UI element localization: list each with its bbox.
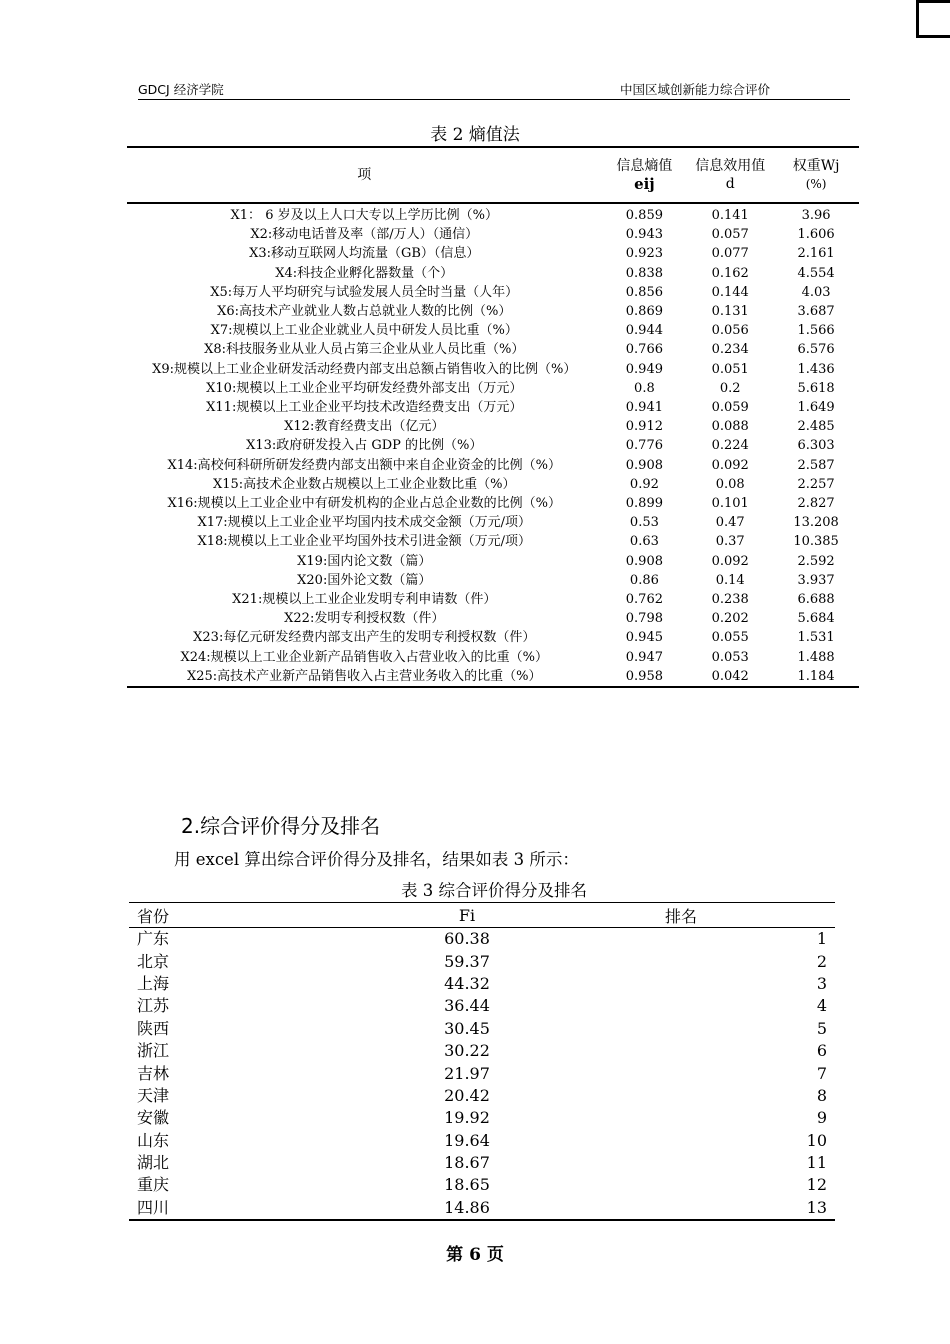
entropy-cell: 0.776 [625, 438, 663, 454]
utility-cell: 0.101 [711, 496, 749, 512]
indicator-cell: X21:规模以上工业企业发明专利申请数（件） [232, 592, 497, 608]
table-row [129, 950, 835, 972]
utility-cell: 0.051 [711, 361, 749, 377]
entropy-cell: 0.856 [625, 284, 663, 300]
province-cell: 北京 [137, 951, 170, 971]
indicator-cell: X9:规模以上工业企业研发活动经费内部支出总额占销售收入的比例（%） [152, 361, 577, 377]
table-row [127, 244, 859, 263]
entropy-cell: 0.869 [625, 304, 663, 320]
province-cell: 江苏 [137, 996, 170, 1016]
entropy-cell: 0.908 [625, 553, 663, 569]
corner-box [916, 0, 950, 38]
indicator-cell: X16:规模以上工业企业中有研发机构的企业占总企业数的比例（%） [167, 496, 561, 512]
province-cell: 吉林 [137, 1063, 170, 1083]
weight-cell: 5.618 [797, 380, 835, 396]
rank-cell: 9 [816, 1108, 827, 1128]
utility-cell: 0.131 [711, 304, 749, 320]
table-row [127, 203, 859, 225]
utility-cell: 0.141 [711, 208, 749, 223]
header-utility: 信息效用值 d [687, 147, 773, 203]
table-row [127, 456, 859, 475]
weight-cell: 1.488 [797, 649, 835, 665]
table-row [127, 302, 859, 321]
entropy-cell: 0.949 [625, 361, 663, 377]
table-row [127, 379, 859, 398]
utility-cell: 0.234 [711, 342, 749, 358]
table-row [129, 1085, 835, 1107]
entropy-cell: 0.798 [625, 611, 663, 627]
utility-cell: 0.08 [715, 476, 745, 492]
ranking-table-body [129, 928, 835, 1221]
utility-cell: 0.224 [711, 438, 749, 454]
entropy-cell: 0.923 [625, 246, 663, 262]
weight-cell: 1.436 [797, 361, 835, 377]
utility-cell: 0.042 [687, 667, 773, 687]
weight-cell: 1.606 [797, 227, 835, 243]
indicator-cell: X8:科技服务业从业人员占第三企业从业人员比重（%） [204, 342, 525, 358]
utility-cell: 0.238 [711, 592, 749, 608]
province-cell: 陕西 [137, 1018, 170, 1038]
header-left: GDCJ 经济学院 [138, 82, 224, 97]
entropy-cell: 0.63 [629, 534, 659, 550]
utility-cell: 0.056 [711, 323, 749, 339]
score-cell: 21.97 [444, 1063, 490, 1083]
weight-cell: 3.96 [801, 208, 831, 223]
table-row [127, 417, 859, 436]
province-cell: 浙江 [137, 1041, 170, 1061]
indicator-cell: X7:规模以上工业企业就业人员中研发人员比重（%） [210, 323, 518, 339]
weight-cell: 1.531 [797, 630, 835, 646]
table-row [129, 1197, 835, 1220]
entropy-cell: 0.92 [629, 476, 659, 492]
indicator-cell: X24:规模以上工业企业新产品销售收入占营业收入的比重（%） [180, 649, 548, 665]
table-row [127, 628, 859, 647]
table-row [127, 436, 859, 455]
header-province: 省份 [129, 903, 357, 928]
indicator-cell: X1： 6 岁及以上人口大专以上学历比例（%） [230, 208, 498, 223]
utility-cell: 0.2 [719, 380, 741, 396]
header-entropy: 信息熵值 eij [601, 147, 687, 203]
province-cell: 安徽 [137, 1108, 170, 1128]
table-row [129, 1018, 835, 1040]
rank-cell: 12 [806, 1175, 827, 1195]
entropy-table [127, 146, 859, 688]
entropy-cell: 0.912 [625, 419, 663, 435]
weight-cell: 4.03 [801, 284, 831, 300]
score-cell: 30.45 [444, 1018, 490, 1038]
indicator-cell: X23:每亿元研发经费内部支出产生的发明专利授权数（件） [193, 630, 536, 646]
utility-cell: 0.077 [711, 246, 749, 262]
table2-caption: 表 2 熵值法 [430, 125, 520, 145]
table-row [127, 340, 859, 359]
rank-cell: 1 [816, 929, 827, 949]
indicator-cell: X2:移动电话普及率（部/万人）（通信） [250, 227, 479, 243]
table-row [127, 494, 859, 513]
entropy-cell: 0.86 [629, 572, 659, 588]
table3-caption: 表 3 综合评价得分及排名 [401, 881, 587, 900]
weight-cell: 1.184 [773, 667, 859, 687]
header-fi: Fi [357, 903, 577, 928]
weight-cell: 1.566 [797, 323, 835, 339]
entropy-cell: 0.53 [629, 515, 659, 531]
indicator-cell: X14:高校何科研所研发经费内部支出额中来自企业资金的比例（%） [167, 457, 561, 473]
utility-cell: 0.092 [711, 457, 749, 473]
header-weight: 权重Wj (%) [773, 147, 859, 203]
weight-cell: 13.208 [793, 515, 839, 531]
entropy-cell: 0.958 [601, 667, 687, 687]
table-row [127, 225, 859, 244]
table-row [127, 609, 859, 628]
weight-cell: 6.303 [797, 438, 835, 454]
rank-cell: 3 [816, 973, 827, 993]
entropy-cell: 0.945 [625, 630, 663, 646]
utility-cell: 0.47 [715, 515, 745, 531]
rank-cell: 8 [816, 1085, 827, 1105]
table-row [129, 995, 835, 1017]
indicator-cell: X20:国外论文数（篇） [297, 572, 432, 588]
table-row [129, 973, 835, 995]
weight-cell: 2.587 [797, 457, 835, 473]
province-cell: 广东 [137, 929, 170, 949]
utility-cell: 0.092 [711, 553, 749, 569]
entropy-cell: 0.762 [625, 592, 663, 608]
entropy-cell: 0.8 [634, 380, 655, 396]
entropy-cell: 0.944 [625, 323, 663, 339]
weight-cell: 6.576 [797, 342, 835, 358]
weight-cell: 6.688 [797, 592, 835, 608]
rank-cell: 5 [816, 1018, 827, 1038]
table-row [127, 475, 859, 494]
indicator-cell: X3:移动互联网人均流量（GB）（信息） [249, 246, 480, 262]
weight-cell: 3.687 [797, 304, 835, 320]
entropy-cell: 0.943 [625, 227, 663, 243]
entropy-cell: 0.766 [625, 342, 663, 358]
header-rank: 排名 [577, 903, 835, 928]
province-cell: 湖北 [137, 1153, 170, 1173]
entropy-cell: 0.947 [625, 649, 663, 665]
table-row [129, 1174, 835, 1196]
table-row [127, 571, 859, 590]
table-row [127, 648, 859, 667]
utility-cell: 0.055 [711, 630, 749, 646]
table-row [127, 513, 859, 532]
table-row [127, 590, 859, 609]
weight-cell: 2.485 [797, 419, 835, 435]
entropy-cell: 0.941 [625, 400, 663, 416]
table-row [129, 1040, 835, 1062]
utility-cell: 0.37 [715, 534, 745, 550]
weight-cell: 3.937 [797, 572, 835, 588]
indicator-cell: X25:高技术产业新产品销售收入占主营业务收入的比重（%） [127, 667, 601, 687]
score-cell: 19.64 [444, 1130, 490, 1150]
table-row [127, 552, 859, 571]
table-row [129, 1062, 835, 1084]
rank-cell: 10 [806, 1130, 827, 1150]
score-cell: 14.86 [357, 1197, 577, 1220]
weight-cell: 10.385 [793, 534, 839, 550]
score-cell: 30.22 [444, 1041, 490, 1061]
score-cell: 44.32 [444, 973, 490, 993]
score-cell: 20.42 [444, 1085, 490, 1105]
utility-cell: 0.088 [711, 419, 749, 435]
province-cell: 山东 [137, 1130, 170, 1150]
table-row [129, 928, 835, 951]
indicator-cell: X13:政府研发投入占 GDP 的比例（%） [246, 438, 483, 454]
entropy-cell: 0.838 [625, 265, 663, 281]
utility-cell: 0.059 [711, 400, 749, 416]
indicator-cell: X4:科技企业孵化器数量（个） [275, 265, 454, 281]
page-header [138, 79, 850, 100]
weight-cell: 4.554 [797, 265, 835, 281]
utility-cell: 0.202 [711, 611, 749, 627]
rank-cell: 13 [577, 1197, 835, 1220]
indicator-cell: X11:规模以上工业企业平均技术改造经费支出（万元） [206, 400, 523, 416]
indicator-cell: X10:规模以上工业企业平均研发经费外部支出（万元） [206, 380, 523, 396]
rank-cell: 11 [806, 1153, 827, 1173]
table-row [129, 1152, 835, 1174]
weight-cell: 2.257 [797, 476, 835, 492]
indicator-cell: X5:每万人平均研究与试验发展人员全时当量（人年） [210, 284, 519, 300]
entropy-table-body [127, 203, 859, 687]
rank-cell: 7 [816, 1063, 827, 1083]
utility-cell: 0.162 [711, 265, 749, 281]
utility-cell: 0.14 [715, 572, 745, 588]
weight-cell: 2.592 [797, 553, 835, 569]
section-title: 2.综合评价得分及排名 [181, 814, 381, 838]
indicator-cell: X15:高技术企业数占规模以上工业企业数比重（%） [212, 476, 516, 492]
indicator-cell: X18:规模以上工业企业平均国外技术引进金额（万元/项） [197, 534, 532, 550]
score-cell: 59.37 [444, 951, 490, 971]
page-number: 第 6 页 [446, 1245, 504, 1265]
table-row [129, 1130, 835, 1152]
province-cell: 四川 [129, 1197, 357, 1220]
section-paragraph: 用 excel 算出综合评价得分及排名，结果如表 3 所示： [174, 850, 579, 869]
province-cell: 上海 [137, 973, 170, 993]
score-cell: 36.44 [444, 996, 490, 1016]
indicator-cell: X17:规模以上工业企业平均国内技术成交金额（万元/项） [197, 515, 532, 531]
province-cell: 天津 [137, 1085, 170, 1105]
table-row [127, 264, 859, 283]
utility-cell: 0.053 [711, 649, 749, 665]
score-cell: 60.38 [444, 929, 490, 949]
rank-cell: 2 [816, 951, 827, 971]
ranking-table [129, 902, 835, 1221]
header-right: 中国区域创新能力综合评价 [620, 82, 771, 97]
score-cell: 18.67 [444, 1153, 490, 1173]
table-row [127, 398, 859, 417]
score-cell: 18.65 [444, 1175, 490, 1195]
utility-cell: 0.144 [711, 284, 749, 300]
score-cell: 19.92 [444, 1108, 490, 1128]
weight-cell: 5.684 [797, 611, 835, 627]
indicator-cell: X19:国内论文数（篇） [297, 553, 432, 569]
header-item: 项 [127, 147, 601, 203]
entropy-cell: 0.859 [625, 208, 663, 223]
rank-cell: 6 [816, 1041, 827, 1061]
rank-cell: 4 [816, 996, 827, 1016]
table-row [127, 321, 859, 340]
table-row [127, 532, 859, 551]
table-row [127, 283, 859, 302]
weight-cell: 2.827 [797, 496, 835, 512]
table-row [127, 360, 859, 379]
weight-cell: 2.161 [797, 246, 835, 262]
table-row [129, 1107, 835, 1129]
indicator-cell: X12:教育经费支出（亿元） [284, 419, 445, 435]
indicator-cell: X22:发明专利授权数（件） [284, 611, 445, 627]
table-row [127, 667, 859, 687]
entropy-cell: 0.908 [625, 457, 663, 473]
indicator-cell: X6:高技术产业就业人数占总就业人数的比例（%） [217, 304, 512, 320]
utility-cell: 0.057 [711, 227, 749, 243]
weight-cell: 1.649 [797, 400, 835, 416]
entropy-cell: 0.899 [625, 496, 663, 512]
province-cell: 重庆 [137, 1175, 170, 1195]
